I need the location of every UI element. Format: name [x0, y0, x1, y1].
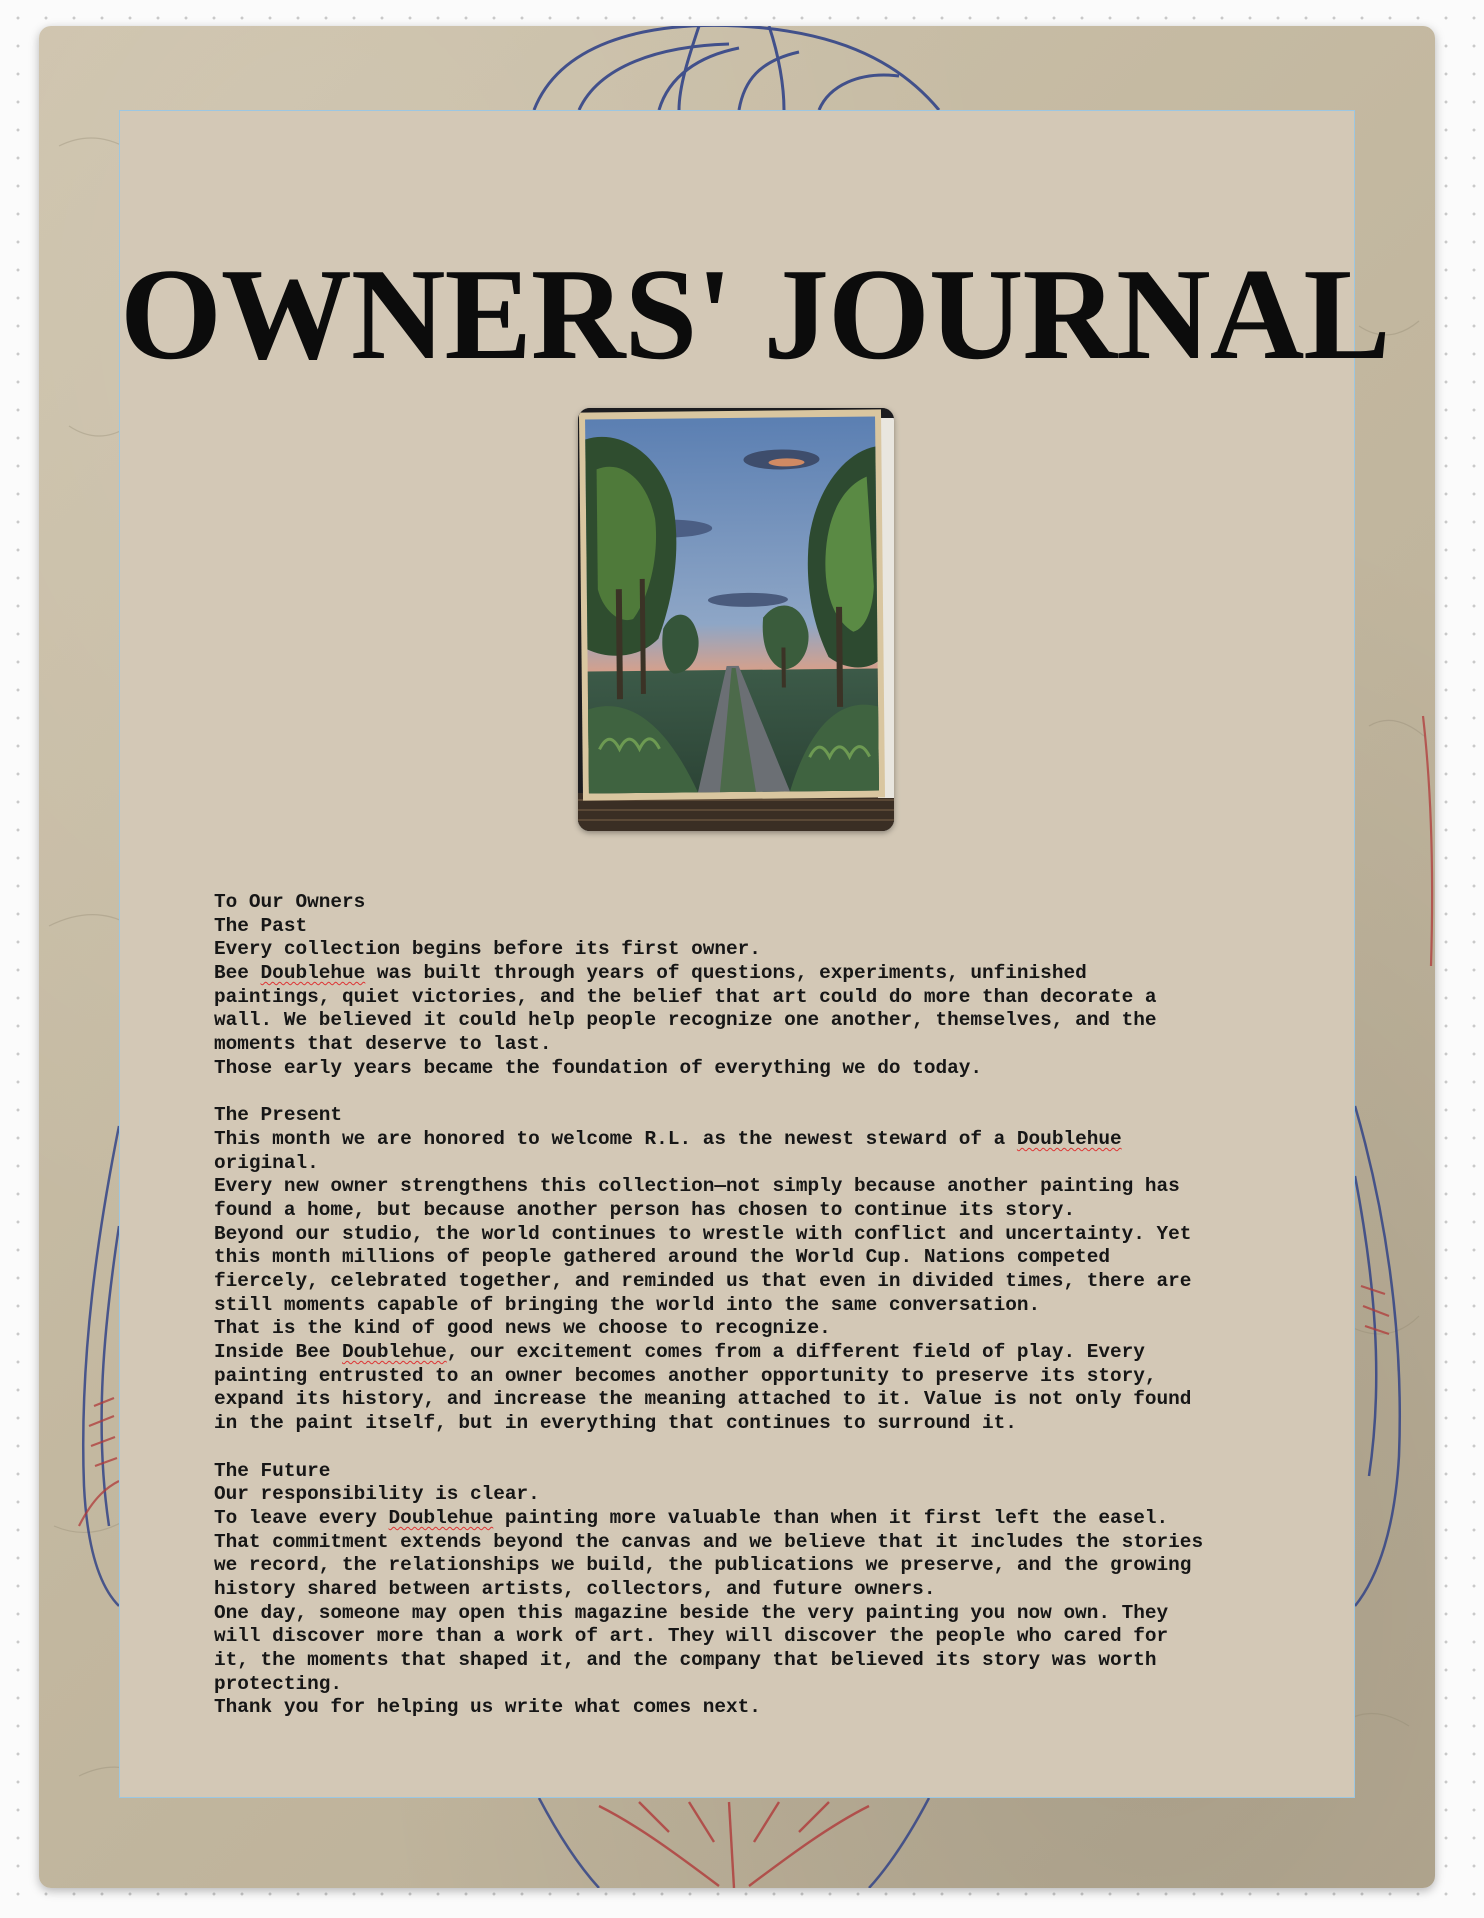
text-line [214, 1507, 1324, 1531]
text-line: Those early years became the foundation of everything we do today. [214, 1056, 982, 1079]
text-span: , our excitement comes from a different field of play. Every [446, 1341, 1145, 1364]
owners-letter [214, 891, 1324, 1720]
text-line: Our responsibility is clear. [214, 1483, 540, 1506]
text-line: That is the kind of good news we choose to recognize. [214, 1317, 831, 1340]
section-title: The Future [214, 1459, 331, 1482]
journal-title: OWNERS' JOURNAL [120, 242, 1390, 387]
paragraph-spacer [214, 1436, 1324, 1460]
text-line: expand its history, and increase the meaning attached to it. Value is not only found [214, 1388, 1192, 1411]
journal-page [119, 110, 1390, 1798]
text-line: Every new owner strengthens this collection—not simply because another painting has [214, 1175, 1180, 1198]
spellcheck-flagged-word: Doublehue [342, 1341, 447, 1364]
text-line: Beyond our studio, the world continues to wrestle with conflict and uncertainty. Yet [214, 1222, 1192, 1245]
spellcheck-flagged-word: Doublehue [388, 1506, 494, 1529]
text-span: was built through years of questions, experiments, unfinished [365, 962, 1087, 985]
text-line: wall. We believed it could help people recognize one another, themselves, and the [214, 1009, 1157, 1032]
letter-heading: To Our Owners [214, 891, 366, 913]
text-line: in the paint itself, but in everything that continues to surround it. [214, 1412, 1017, 1435]
section-title: The Past [214, 914, 308, 937]
text-line: it, the moments that shaped it, and the company that believed its story was worth [214, 1649, 1157, 1671]
text-line: paintings, quiet victories, and the belief that art could do more than decorate a [214, 985, 1157, 1008]
page-card [39, 26, 1435, 1888]
text-line: That commitment extends beyond the canvas and we believe that it includes the stories [214, 1530, 1204, 1553]
text-line: this month millions of people gathered around the World Cup. Nations competed [214, 1246, 1110, 1269]
text-line [214, 1341, 1324, 1365]
text-line: original. [214, 1151, 319, 1174]
painting-photo [578, 408, 894, 831]
text-span: To leave every [214, 1506, 389, 1529]
text-line: Every collection begins before its first owner. [214, 938, 761, 961]
text-line: protecting. [214, 1672, 342, 1695]
text-line: moments that deserve to last. [214, 1033, 552, 1056]
text-span: painting more valuable than when it first left the easel. [493, 1506, 1169, 1529]
section-title: The Present [214, 1104, 342, 1127]
text-line: fiercely, celebrated together, and reminded us that even in divided times, there are [214, 1270, 1192, 1292]
text-line: we record, the relationships we build, the publications we preserve, and the growing [214, 1554, 1192, 1577]
text-span: Bee [214, 962, 261, 985]
text-line: painting entrusted to an owner becomes another opportunity to preserve its story, [214, 1364, 1157, 1387]
text-span: This month we are honored to welcome R.L. as the newest steward of a [214, 1127, 1017, 1150]
text-line: One day, someone may open this magazine beside the very painting you now own. They [214, 1601, 1169, 1624]
paragraph-spacer [214, 1081, 1324, 1105]
text-line: still moments capable of bringing the world into the same conversation. [214, 1293, 1041, 1316]
text-span: Inside Bee [214, 1341, 342, 1364]
spellcheck-flagged-word: Doublehue [1016, 1127, 1122, 1150]
text-line: found a home, but because another person has chosen to continue its story. [214, 1198, 1076, 1221]
text-line: history shared between artists, collectors, and future owners. [214, 1577, 936, 1600]
text-line [214, 1128, 1324, 1152]
text-line [214, 962, 1324, 986]
text-line: Thank you for helping us write what comes next. [214, 1696, 761, 1719]
text-line: will discover more than a work of art. They will discover the people who cared for [214, 1625, 1169, 1648]
spellcheck-flagged-word: Doublehue [260, 962, 366, 985]
